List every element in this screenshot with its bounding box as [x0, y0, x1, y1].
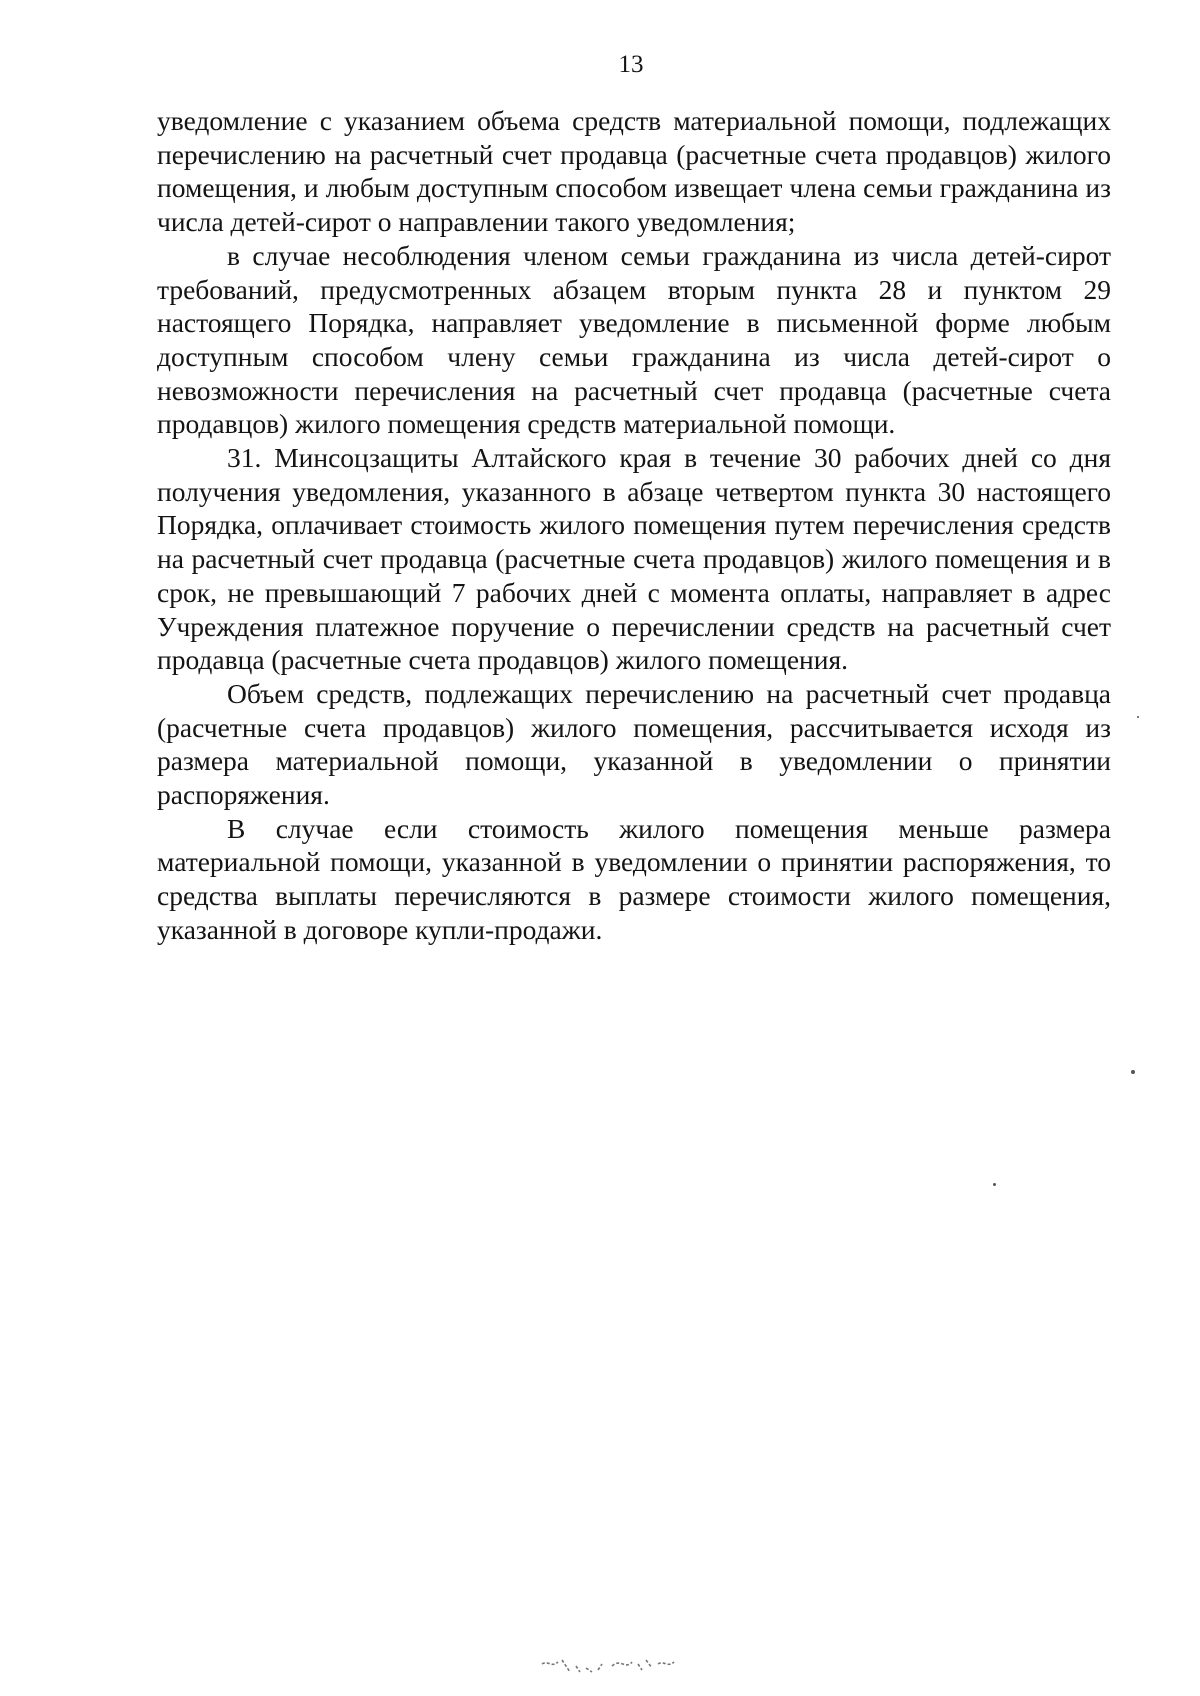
paragraph-lower-cost-case: В случае если стоимость жилого помещения меньше размера материальной помощи, указанной в уведомлении о принятии распоряжения, то средства выплаты перечисляются в размере стоимости жилого помещения, указанной в договоре купли-продажи.	[157, 812, 1111, 945]
page-number: 13	[618, 51, 644, 78]
paragraph-notice-noncompliance: в случае несоблюдения членом семьи гражданина из числа детей-сирот требований, предусмотренных абзацем вторым пункта 28 и пунктом 29 настоящего Порядка, направляет уведомление в письменной форме любым доступным способом члену семьи гражданина из числа детей-сирот о невозможности перечисления на расчетный счет продавца (расчетные счета продавцов) жилого помещения средств материальной помощи.	[157, 239, 1111, 440]
scan-speck	[1137, 716, 1139, 718]
paragraph-clause-31: 31. Минсоцзащиты Алтайского края в течение 30 рабочих дней со дня получения уведомления, указанного в абзаце четвертом пункта 30 настоящего Порядка, оплачивает стоимость жилого помещения путем перечисления средств на расчетный счет продавца (расчетные счета продавцов) жилого помещения и в срок, не превышающий 7 рабочих дней с момента оплаты, направляет в адрес Учреждения платежное поручение о перечислении средств на расчетный счет продавца (расчетные счета продавцов) жилого помещения.	[157, 442, 1111, 676]
scan-mark	[540, 1650, 700, 1680]
scan-speck	[993, 1183, 996, 1186]
body-text	[157, 104, 1111, 947]
paragraph-transfer-volume: Объем средств, подлежащих перечислению на расчетный счет продавца (расчетные счета продавцов) жилого помещения, рассчитывается исходя из размера материальной помощи, указанной в уведомлении о принятии распоряжения.	[157, 677, 1111, 811]
paragraph-continuation: уведомление с указанием объема средств материальной помощи, подлежащих перечислению на расчетный счет продавца (расчетные счета продавцов) жилого помещения, и любым доступным способом извещает члена семьи гражданина из числа детей-сирот о направлении такого уведомления;	[157, 105, 1111, 238]
scan-speck	[1131, 1070, 1135, 1074]
